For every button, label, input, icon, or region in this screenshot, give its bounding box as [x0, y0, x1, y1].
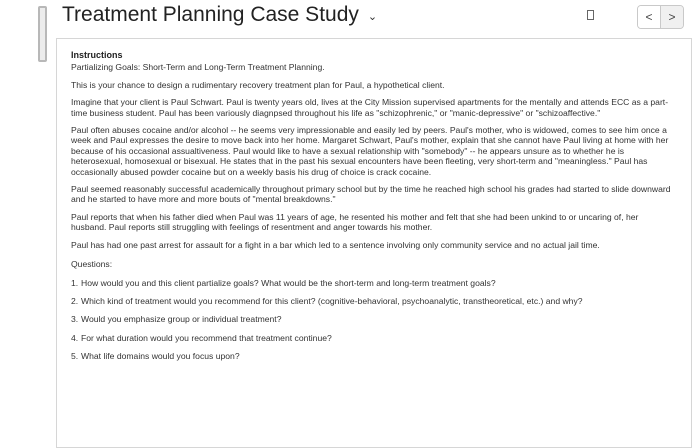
- question-item: [71, 333, 675, 343]
- question-item: [71, 296, 675, 306]
- question-text: How would you and this client partialize goals? What would be the short-term and long-term treatment goals?: [81, 277, 496, 288]
- question-text: Which kind of treatment would you recommend for this client? (cognitive-behavioral, psychoanalytic, transtheoretical, etc.) and why?: [81, 295, 583, 306]
- question-number: 3.: [71, 314, 79, 325]
- page-title: Treatment Planning Case Study: [62, 3, 359, 26]
- chevron-right-icon: >: [668, 10, 676, 24]
- header: [62, 0, 692, 34]
- paragraph: This is your chance to design a rudimentary recovery treatment plan for Paul, a hypothetical client.: [71, 79, 445, 90]
- page-title-dropdown[interactable]: [62, 3, 377, 27]
- paragraph: Paul often abuses cocaine and/or alcohol -- he seems very impressionable and easily led by peers. Paul's mother, who is widowed, comes to see him once a week and Paul expresses the desire to move back into her home. Margaret Schwart, Paul's mother, explain that she cannot have Paul living at home with her because of his occasional assualtiveness. Paul would like to have a sexual relationship with "somebody" -- he appears unsure as to whether he is heterosexual, homosexual or bisexual. He states that in the past his sexual encounters have been fleeting, very short-term and "meaningless." Paul has occasionally abused powder cocaine but on a weekly basis his drug of choice is crack cocaine.: [71, 125, 669, 177]
- questions-label: Questions:: [71, 259, 113, 270]
- case-study-content: [71, 50, 675, 362]
- pager: [637, 5, 684, 29]
- question-text: Would you emphasize group or individual treatment?: [81, 314, 282, 325]
- prev-button[interactable]: [638, 6, 660, 28]
- question-number: 2.: [71, 295, 79, 306]
- question-item: [71, 314, 675, 324]
- side-handle[interactable]: [38, 6, 47, 62]
- question-number: 4.: [71, 332, 79, 343]
- bookmark-icon[interactable]: [587, 10, 594, 20]
- paragraph: Paul reports that when his father died when Paul was 11 years of age, he resented his mother and felt that she had been unkind to or uncaring of, her husband. Paul reports still struggling with feelings of resentment and anger towards his mother.: [71, 211, 639, 233]
- paragraph: Paul seemed reasonably successful academically throughout primary school but by the time he reached high school his grades had started to slide downward and he started to have more and more bouts of "mental breakdowns.": [71, 184, 671, 205]
- next-button[interactable]: [660, 6, 683, 28]
- instructions-heading: Instructions: [71, 50, 123, 60]
- question-text: What life domains would you focus upon?: [81, 351, 240, 362]
- paragraph: Imagine that your client is Paul Schwart. Paul is twenty years old, lives at the City Mission supervised apartments for the mentally and attends ECC as a part-time business student. Paul has been variously diagnpsed throughout his life as "schizophrenic," or "manic-depressive" or "schizoaffective.": [71, 97, 669, 118]
- question-number: 5.: [71, 351, 79, 362]
- question-item: [71, 351, 675, 361]
- chevron-left-icon: <: [645, 10, 653, 24]
- instructions-subtitle: Partializing Goals: Short-Term and Long-Term Treatment Planning.: [71, 62, 325, 73]
- case-study-card: [56, 38, 692, 448]
- question-number: 1.: [71, 277, 79, 288]
- question-text: For what duration would you recommend that treatment continue?: [81, 332, 332, 343]
- paragraph: Paul has had one past arrest for assault for a fight in a bar which led to a sentence involving only community service and no actual jail time.: [71, 239, 600, 250]
- chevron-down-icon: ⌄: [367, 10, 378, 23]
- question-item: [71, 278, 675, 288]
